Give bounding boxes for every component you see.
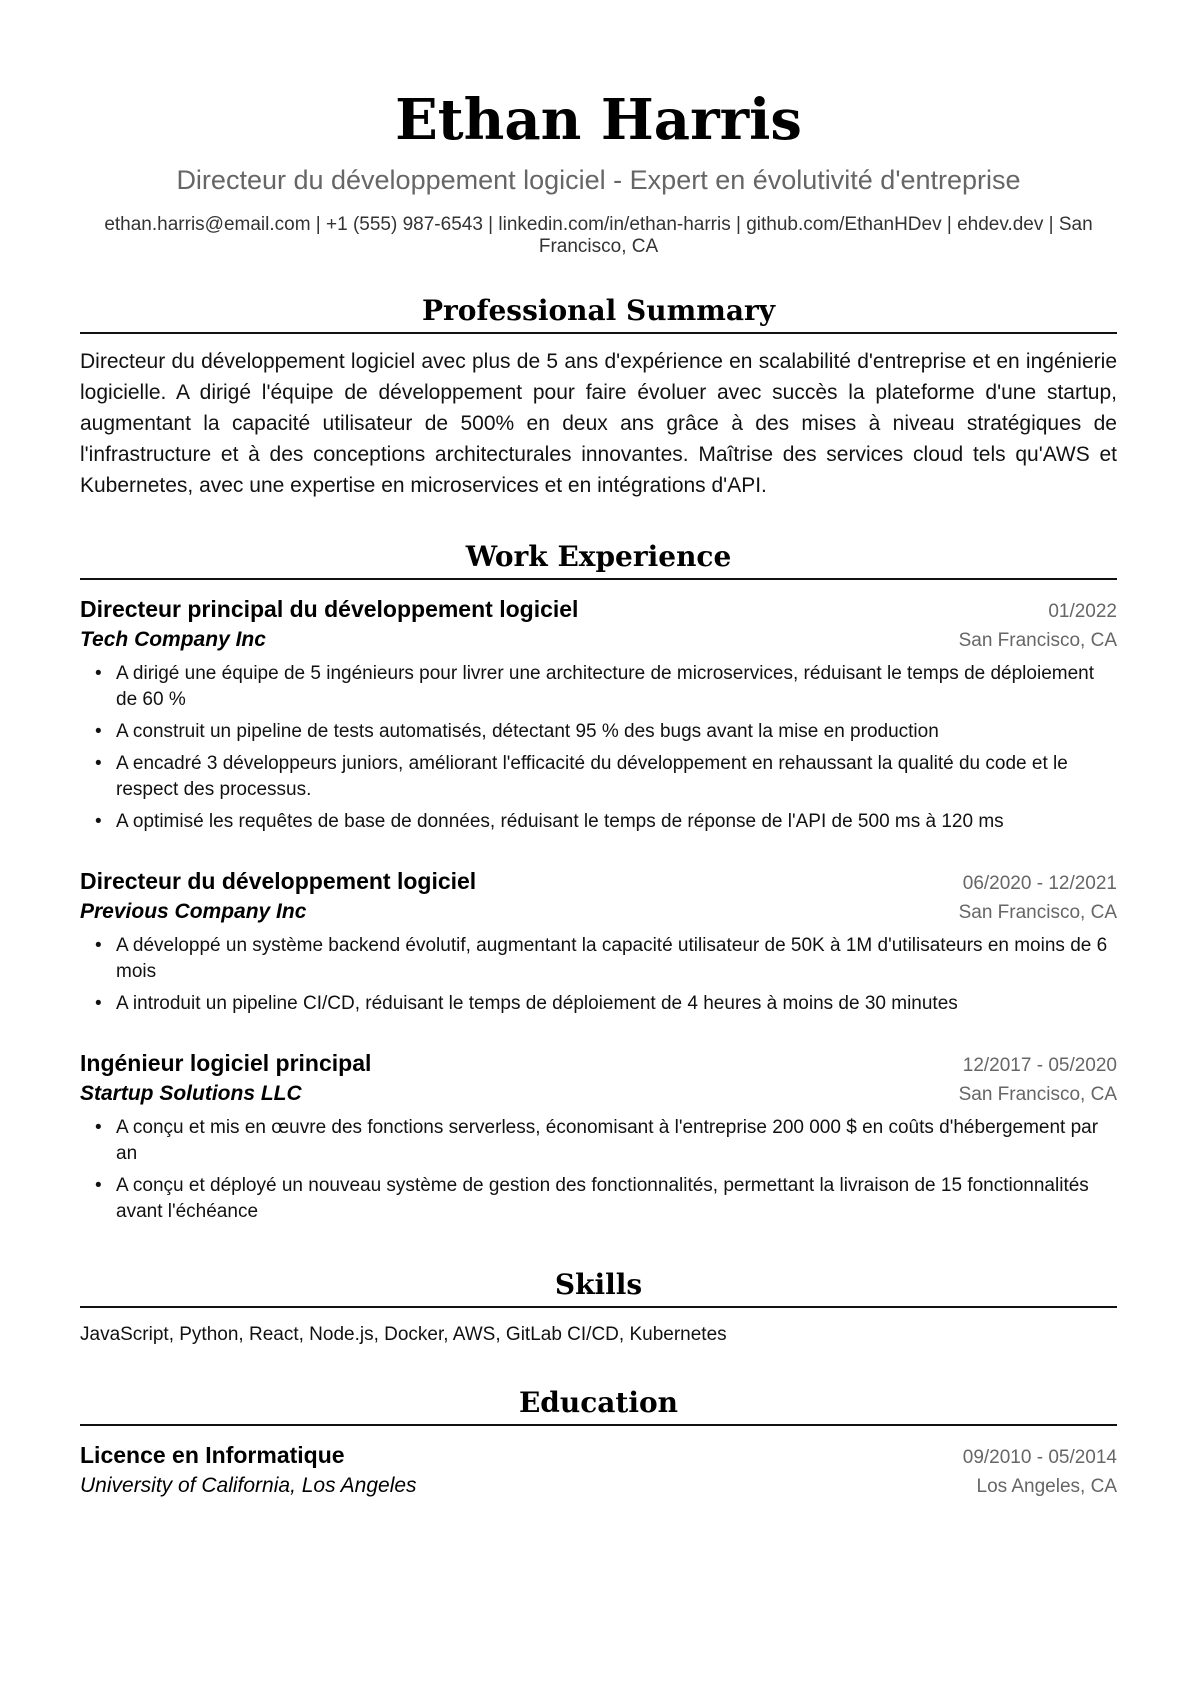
job-bullet: • A encadré 3 développeurs juniors, améliorant l'efficacité du développement en rehaussant la qualité du code et le respect des processus.: [116, 751, 1117, 803]
summary-heading: Professional Summary: [421, 294, 776, 327]
experience-section: [80, 540, 1117, 1225]
degree-name: Licence en Informatique: [80, 1442, 345, 1468]
job-title: Directeur principal du développement logiciel: [80, 596, 579, 622]
education-location: Los Angeles, CA: [976, 1476, 1117, 1497]
job-subheader-row: [80, 626, 1117, 655]
school-name: University of California, Los Angeles: [80, 1474, 417, 1497]
job-subheader-row: [80, 1080, 1117, 1109]
job-entry: [80, 866, 1117, 1017]
job-company: Previous Company Inc: [80, 900, 307, 923]
contact-info: ethan.harris@email.com | +1 (555) 987-6543 | linkedin.com/in/ethan-harris | github.com/EthanHDev | ehdev.dev | San Francisco, CA: [104, 214, 1093, 257]
education-subheader-row: [80, 1472, 1117, 1501]
job-bullet: • A optimisé les requêtes de base de données, réduisant le temps de réponse de l'API de 500 ms à 120 ms: [116, 809, 1117, 835]
job-entry: [80, 1048, 1117, 1225]
job-bullet: • A construit un pipeline de tests automatisés, détectant 95 % des bugs avant la mise en production: [116, 719, 1117, 745]
education-heading: Education: [518, 1386, 679, 1419]
section-divider: [80, 1306, 1117, 1308]
job-location: San Francisco, CA: [958, 630, 1117, 651]
job-bullet: • A développé un système backend évolutif, augmentant la capacité utilisateur de 50K à 1M d'utilisateurs en moins de 6 mois: [116, 933, 1117, 985]
job-bullet: • A dirigé une équipe de 5 ingénieurs pour livrer une architecture de microservices, réduisant le temps de déploiement de 60 %: [116, 661, 1117, 713]
job-dates: 06/2020 - 12/2021: [962, 873, 1117, 894]
job-bullets: [80, 1115, 1117, 1225]
education-dates: 09/2010 - 05/2014: [962, 1447, 1117, 1468]
job-dates: 01/2022: [1048, 601, 1117, 622]
job-company: Tech Company Inc: [80, 628, 266, 651]
job-header-row: [80, 594, 1117, 626]
skills-list: JavaScript, Python, React, Node.js, Docker, AWS, GitLab CI/CD, Kubernetes: [80, 1324, 727, 1345]
candidate-tagline: Directeur du développement logiciel - Expert en évolutivité d'entreprise: [176, 165, 1021, 195]
job-location: San Francisco, CA: [958, 902, 1117, 923]
skills-heading: Skills: [554, 1268, 643, 1301]
job-subheader-row: [80, 898, 1117, 927]
summary-text: Directeur du développement logiciel avec plus de 5 ans d'expérience en scalabilité d'entreprise et en ingénierie logicielle. A dirigé l'équipe de développement pour faire évoluer avec succès la plateforme d'une startup, augmentant la capacité utilisateur de 500% en deux ans grâce à des mises à niveau stratégiques de l'infrastructure et à des conceptions architecturales innovantes. Maîtrise des services cloud tels qu'AWS et Kubernetes, avec une expertise en microservices et en intégrations d'API.: [80, 350, 1117, 497]
job-entry: [80, 594, 1117, 835]
job-bullet: • A conçu et mis en œuvre des fonctions serverless, économisant à l'entreprise 200 000 $ en coûts d'hébergement par an: [116, 1115, 1117, 1167]
job-title: Ingénieur logiciel principal: [80, 1050, 372, 1076]
education-header-row: [80, 1440, 1117, 1472]
resume-page: [80, 0, 1117, 1501]
section-divider: [80, 578, 1117, 580]
job-location: San Francisco, CA: [958, 1084, 1117, 1105]
resume-header: [80, 88, 1117, 258]
job-header-row: [80, 866, 1117, 898]
job-title: Directeur du développement logiciel: [80, 868, 477, 894]
job-bullet: • A conçu et déployé un nouveau système de gestion des fonctionnalités, permettant la livraison de 15 fonctionnalités avant l'échéance: [116, 1173, 1117, 1225]
experience-heading: Work Experience: [465, 540, 732, 573]
job-header-row: [80, 1048, 1117, 1080]
job-bullets: [80, 661, 1117, 835]
job-bullets: [80, 933, 1117, 1017]
job-company: Startup Solutions LLC: [80, 1082, 302, 1105]
job-bullet: • A introduit un pipeline CI/CD, réduisant le temps de déploiement de 4 heures à moins de 30 minutes: [116, 991, 1117, 1017]
candidate-name: Ethan Harris: [395, 87, 802, 153]
education-entry: [80, 1440, 1117, 1501]
summary-section: [80, 294, 1117, 501]
skills-section: [80, 1268, 1117, 1348]
education-section: [80, 1386, 1117, 1501]
section-divider: [80, 1424, 1117, 1426]
section-divider: [80, 332, 1117, 334]
job-dates: 12/2017 - 05/2020: [962, 1055, 1117, 1076]
